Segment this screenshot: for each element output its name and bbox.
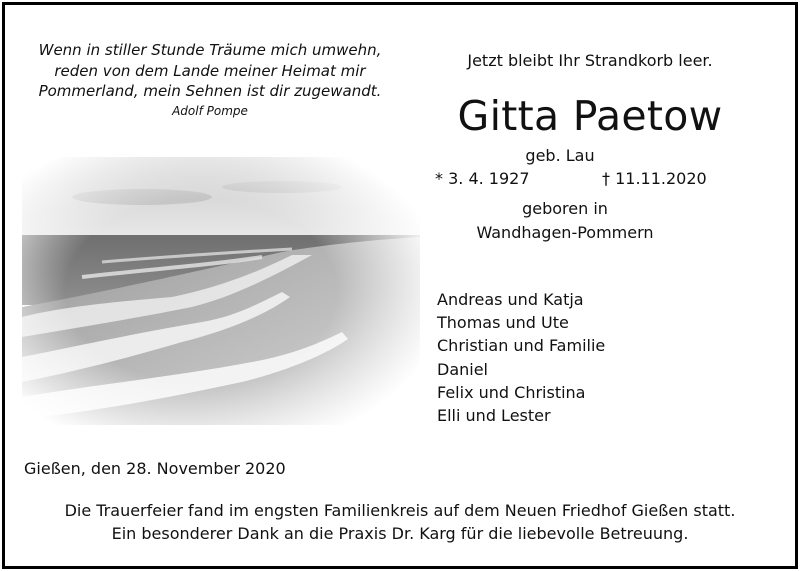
family-list xyxy=(437,288,605,427)
poem-author: Adolf Pompe xyxy=(172,104,248,118)
family-member: Elli und Lester xyxy=(437,406,551,426)
closing-line: Ein besonderer Dank an die Praxis Dr. Karg für die liebevolle Betreuung. xyxy=(111,524,689,543)
family-member: Andreas und Katja xyxy=(437,290,584,309)
death-date: † 11.11.2020 xyxy=(602,169,707,188)
family-member: Daniel xyxy=(437,359,488,379)
poem-line: reden von dem Lande meiner Heimat mir xyxy=(54,61,366,80)
closing-text xyxy=(20,499,780,545)
birthplace-line: geboren in xyxy=(522,199,608,218)
birth-date: * 3. 4. 1927 xyxy=(435,169,530,188)
family-member: Thomas und Ute xyxy=(437,313,569,333)
deceased-name: Gitta Paetow xyxy=(457,92,723,140)
beach-photo xyxy=(22,157,420,425)
motto: Jetzt bleibt Ihr Strandkorb leer. xyxy=(467,51,713,70)
poem-line: Pommerland, mein Sehnen ist dir zugewandt. xyxy=(38,82,382,100)
maiden-name: geb. Lau xyxy=(525,146,595,165)
closing-line: Die Trauerfeier fand im engsten Familienkreis auf dem Neuen Friedhof Gießen statt. xyxy=(64,501,736,520)
poem-line: Wenn in stiller Stunde Träume mich umwehn, xyxy=(38,41,382,59)
birthplace-line: Wandhagen-Pommern xyxy=(476,223,654,242)
poem xyxy=(10,40,410,102)
birthplace xyxy=(440,197,690,245)
family-member: Christian und Familie xyxy=(437,336,606,356)
family-member: Felix und Christina xyxy=(437,382,586,402)
dateline: Gießen, den 28. November 2020 xyxy=(24,459,286,478)
